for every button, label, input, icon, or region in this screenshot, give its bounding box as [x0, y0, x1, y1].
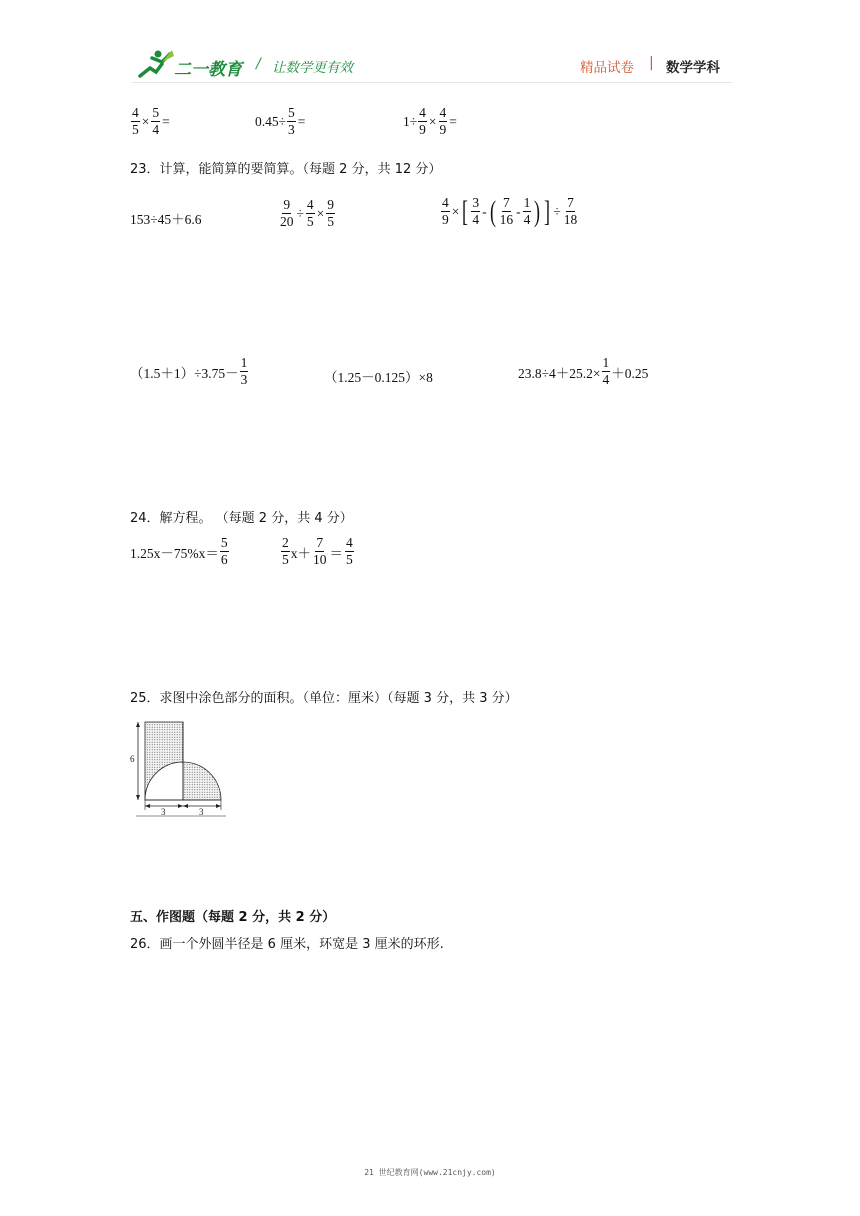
- question-25-heading: 25．求图中涂色部分的面积。（单位：厘米）（每题 3 分，共 3 分）: [130, 691, 518, 706]
- fraction: $\frac{5}{6}$: [220, 535, 228, 568]
- right-paren: ): [534, 194, 541, 228]
- right-bracket: ]: [544, 194, 551, 228]
- fraction: $\frac{7}{18}$: [563, 195, 578, 228]
- left-bracket: [: [462, 194, 469, 228]
- left-paren: (: [489, 194, 496, 228]
- fraction: $\frac{1}{4}$: [602, 355, 610, 388]
- q24-equation-a: 1.25x－75%x＝ $\frac{5}{6}$: [130, 535, 228, 568]
- question-26-text: 26．画一个外圆半径是 6 厘米，环宽是 3 厘米的环形.: [130, 937, 444, 952]
- header: [0, 0, 860, 90]
- expression-row-top-3: 1÷ $\frac{4}{9}$ × $\frac{4}{9}$ =: [403, 105, 457, 138]
- q23-expression-d: （1.5＋1）÷3.75－ $\frac{1}{3}$: [130, 355, 248, 388]
- q23-expression-e: （1.25－0.125）×8: [324, 370, 433, 385]
- header-rule: [132, 82, 732, 83]
- question-23-heading: 23．计算，能简算的要简算。（每题 2 分，共 12 分）: [130, 162, 442, 177]
- runner-logo-icon: [136, 48, 176, 80]
- height-label: 6: [130, 754, 135, 764]
- question-24-heading: 24．解方程。 （每题 2 分，共 4 分）: [130, 511, 353, 526]
- fraction: $\frac{5}{3}$: [288, 105, 295, 138]
- fraction: $\frac{4}{5}$: [346, 535, 353, 568]
- fraction: $\frac{9}{5}$: [327, 197, 335, 230]
- fraction: $\frac{1}{4}$: [523, 195, 531, 228]
- fraction: $\frac{4}{5}$: [306, 197, 314, 230]
- page-footer: 21 世纪教育网(www.21cnjy.com): [364, 1168, 496, 1177]
- header-paper-type: 精品试卷: [580, 60, 634, 76]
- fraction: $\frac{2}{5}$: [282, 535, 289, 568]
- fraction: $\frac{4}{5}$: [132, 105, 139, 138]
- shaded-area-figure: [126, 716, 230, 820]
- width-label-1: 3: [161, 807, 166, 817]
- expression-row-top-1: $\frac{4}{5}$ × $\frac{5}{4}$ =: [132, 105, 170, 138]
- fraction: $\frac{5}{4}$: [152, 105, 160, 138]
- fraction: $\frac{4}{9}$: [439, 105, 447, 138]
- fraction: $\frac{7}{16}$: [499, 195, 514, 228]
- header-slogan: 让数学更有效: [272, 60, 353, 76]
- fraction: $\frac{3}{4}$: [472, 195, 480, 228]
- logo-text: 二一教育: [174, 60, 242, 80]
- fraction: $\frac{4}{9}$: [442, 195, 449, 228]
- header-separator: |: [649, 55, 654, 71]
- expression-row-top-2: 0.45÷ $\frac{5}{3}$ =: [255, 105, 306, 138]
- fraction: $\frac{9}{20}$: [280, 197, 294, 230]
- q23-expression-f: 23.8÷4＋25.2× $\frac{1}{4}$ ＋0.25: [518, 355, 649, 388]
- header-slash: /: [256, 56, 261, 72]
- q23-expression-a: 153÷45＋6.6: [130, 212, 202, 227]
- width-label-2: 3: [199, 807, 204, 817]
- q23-expression-b: $\frac{9}{20}$ ÷ $\frac{4}{5}$ × $\frac{9}{5}$: [280, 197, 335, 230]
- section-5-heading: 五、作图题（每题 2 分，共 2 分）: [130, 910, 336, 925]
- fraction: $\frac{1}{3}$: [240, 355, 248, 388]
- q24-equation-b: $\frac{2}{5}$ x＋ $\frac{7}{10}$ ＝ $\frac{4}{5}$: [282, 535, 353, 568]
- fraction: $\frac{7}{10}$: [313, 535, 327, 568]
- header-subject: 数学学科: [666, 60, 720, 76]
- q23-expression-c: $\frac{4}{9}$ × [ $\frac{3}{4}$ - ( $\frac{7}{16}$ - $\frac{1}{4}$ ) ] ÷ $\frac{7}{18}$: [442, 194, 578, 228]
- fraction: $\frac{4}{9}$: [419, 105, 426, 138]
